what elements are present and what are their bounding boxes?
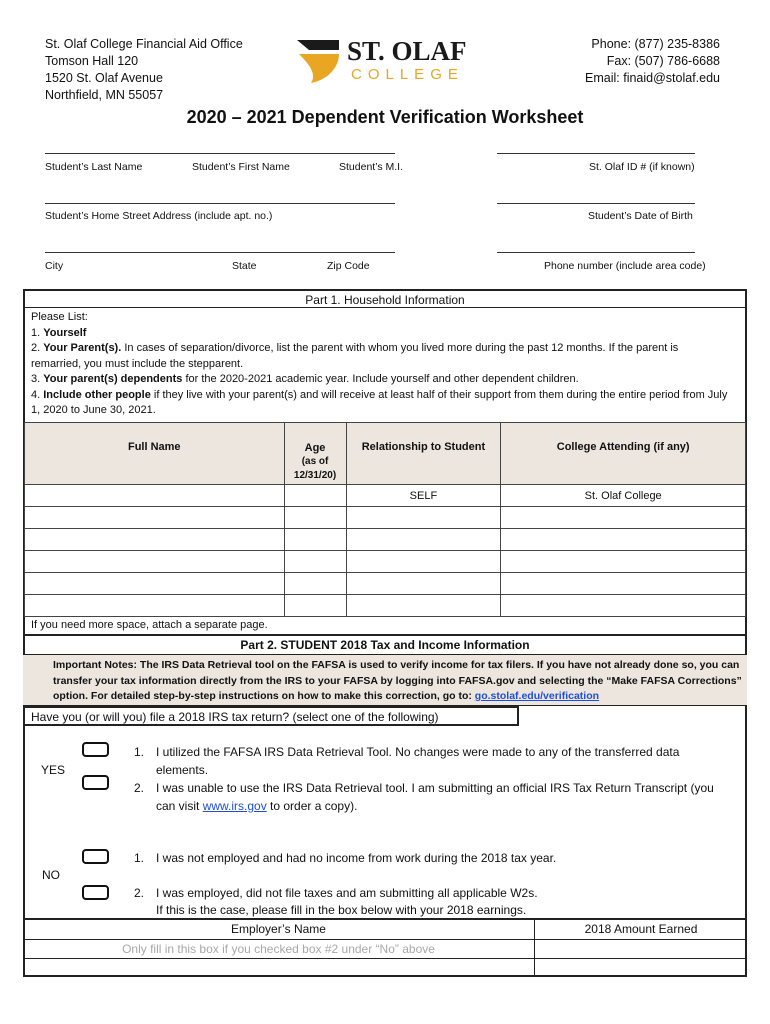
col-college: College Attending (if any) <box>501 423 746 485</box>
cell-age[interactable] <box>284 529 346 551</box>
col-age-sub: 12/31/20) <box>293 470 337 481</box>
no-option-2-text: I was employed, did not file taxes and am submitting all applicable W2s. <box>156 886 538 900</box>
office-line: 1520 St. Olaf Avenue <box>45 71 163 85</box>
part2-heading: Part 2. STUDENT 2018 Tax and Income Information <box>240 638 530 652</box>
notes-text: Important Notes: The IRS Data Retrieval tool on the FAFSA is used to verify income for tax filers. If you have not already done so, you can transfer your tax information directly from the IRS to your FAFSA by logging into FAFSA.gov and selecting the “Make FAFSA Corrections” option. For detailed step-by-step instructions on how to make this correction, go to: <box>53 659 742 702</box>
irs-link[interactable]: www.irs.gov <box>202 799 267 813</box>
office-line: Tomson Hall 120 <box>45 54 139 68</box>
logo-mark-icon <box>295 34 485 86</box>
cell-college[interactable] <box>501 595 746 617</box>
option-number: 2. <box>134 781 145 795</box>
cell-name[interactable] <box>25 573 285 595</box>
list-item <box>31 388 731 419</box>
table-row <box>25 507 746 529</box>
option-number: 2. <box>134 886 145 900</box>
yes-label: YES <box>41 763 66 777</box>
office-address <box>45 36 243 104</box>
yes-option-2 <box>134 779 724 815</box>
no-option-2-checkbox[interactable] <box>82 885 109 900</box>
cell-college[interactable]: St. Olaf College <box>501 485 746 507</box>
part1-heading: Part 1. Household Information <box>305 293 465 307</box>
cell-name[interactable] <box>25 551 285 573</box>
svg-text:ST. OLAF: ST. OLAF <box>347 36 467 66</box>
cell-age[interactable] <box>284 485 346 507</box>
dob-field-line[interactable] <box>497 203 695 204</box>
item-bold: Your Parent(s). <box>43 342 122 354</box>
page-title: 2020 – 2021 Dependent Verification Worksheet <box>186 107 584 127</box>
cell-relationship[interactable] <box>346 507 501 529</box>
item-text: In cases of separation/divorce, list the parent with whom you lived more during the past 12 months. If the parent is remarried, you must include the stepparent. <box>31 342 679 370</box>
option-number: 1. <box>134 745 145 759</box>
svg-text:COLLEGE: COLLEGE <box>351 66 464 83</box>
item-number: 2. <box>31 342 41 354</box>
no-option-2 <box>134 884 538 902</box>
no-option-2-note: If this is the case, please fill in the box below with your 2018 earnings. <box>156 903 527 917</box>
table-row <box>25 595 746 617</box>
cell-college[interactable] <box>501 529 746 551</box>
tax-return-question: Have you (or will you) file a 2018 IRS tax return? (select one of the following) <box>31 710 439 724</box>
verification-link[interactable]: go.stolaf.edu/verification <box>474 690 600 702</box>
yes-option-2-part: I was unable to use the IRS Data Retrieval tool. I am submitting an official IRS Tax Return Transcript (you can visit <box>156 781 714 813</box>
item-text: for the 2020-2021 academic year. Include yourself and other dependent children. <box>182 373 579 385</box>
household-table <box>24 422 746 617</box>
phone-field-line[interactable] <box>497 252 695 253</box>
address-label: Student’s Home Street Address (include apt. no.) <box>45 210 273 222</box>
city-field-line[interactable] <box>45 252 395 253</box>
table-row <box>25 485 746 507</box>
employer-row-rule <box>23 958 747 959</box>
item-number: 4. <box>31 388 41 401</box>
cell-age[interactable] <box>284 551 346 573</box>
no-option-1-checkbox[interactable] <box>82 849 109 864</box>
important-notes <box>53 658 743 705</box>
more-space-note: If you need more space, attach a separate page. <box>31 619 268 631</box>
cell-relationship[interactable] <box>346 573 501 595</box>
id-label: St. Olaf ID # (if known) <box>589 161 695 173</box>
name-field-line[interactable] <box>45 153 395 154</box>
cell-age[interactable] <box>284 507 346 529</box>
no-option-1 <box>134 849 556 867</box>
yes-option-2-checkbox[interactable] <box>82 775 109 790</box>
cell-relationship[interactable] <box>346 529 501 551</box>
table-row <box>25 551 746 573</box>
col-full-name: Full Name <box>25 423 285 485</box>
item-bold: Yourself <box>43 326 87 339</box>
yes-option-1-checkbox[interactable] <box>82 742 109 757</box>
cell-name[interactable] <box>25 507 285 529</box>
cell-age[interactable] <box>284 595 346 617</box>
yes-option-2-part: to order a copy). <box>266 799 358 813</box>
employer-header-rule <box>23 939 747 940</box>
list-item <box>31 326 731 342</box>
cell-relationship[interactable]: SELF <box>346 485 501 507</box>
city-label: City <box>45 260 64 272</box>
item-bold: Your parent(s) dependents <box>43 373 183 385</box>
mi-label: Student’s M.I. <box>339 161 404 173</box>
dob-label: Student’s Date of Birth <box>588 210 693 222</box>
no-option-1-text: I was not employed and had no income from work during the 2018 tax year. <box>156 851 557 865</box>
amount-earned-col: 2018 Amount Earned <box>584 922 698 936</box>
cell-name[interactable] <box>25 485 285 507</box>
contact-fax: Fax: (507) 786-6688 <box>606 54 720 68</box>
last-name-label: Student’s Last Name <box>45 161 143 173</box>
contact-email: Email: finaid@stolaf.edu <box>585 71 720 85</box>
cell-college[interactable] <box>501 507 746 529</box>
yes-option-1-text: I utilized the FAFSA IRS Data Retrieval Tool. No changes were made to any of the transferred data elements. <box>156 745 680 777</box>
please-list-label: Please List: <box>31 311 88 323</box>
office-line: Northfield, MN 55057 <box>45 88 164 102</box>
table-row <box>25 529 746 551</box>
office-line: St. Olaf College Financial Aid Office <box>45 37 243 51</box>
item-number: 1. <box>31 326 41 339</box>
state-label: State <box>232 260 257 272</box>
phone-label: Phone number (include area code) <box>544 260 706 272</box>
amount-earned-input[interactable] <box>535 941 747 958</box>
list-item <box>31 341 731 372</box>
employer-name-col: Employer’s Name <box>231 922 326 936</box>
item-number: 3. <box>31 373 41 385</box>
cell-college[interactable] <box>501 573 746 595</box>
yes-option-1 <box>134 743 724 779</box>
item-text: if they live with your parent(s) and will receive at least half of their support from them during the entire period from July 1, 2020 to June 30, 2021. <box>31 388 728 416</box>
option-number: 1. <box>134 851 145 865</box>
id-field-line[interactable] <box>497 153 695 154</box>
contact-info <box>585 36 720 87</box>
no-label: NO <box>42 868 60 882</box>
first-name-label: Student’s First Name <box>192 161 290 173</box>
cell-name[interactable] <box>25 595 285 617</box>
cell-name[interactable] <box>25 529 285 551</box>
list-item <box>31 372 731 388</box>
yes-option-2-text <box>156 779 718 815</box>
col-age-label: Age <box>304 442 326 454</box>
col-relationship: Relationship to Student <box>346 423 501 485</box>
address-field-line[interactable] <box>45 203 395 204</box>
zip-label: Zip Code <box>327 260 370 272</box>
st-olaf-logo <box>295 34 485 86</box>
item-bold: Include other people <box>43 388 151 401</box>
cell-relationship[interactable] <box>346 595 501 617</box>
table-row <box>25 573 746 595</box>
cell-college[interactable] <box>501 551 746 573</box>
cell-age[interactable] <box>284 573 346 595</box>
col-age <box>284 423 346 485</box>
col-age-sub: (as of <box>301 456 329 467</box>
contact-phone: Phone: (877) 235-8386 <box>591 37 720 51</box>
employer-name-input[interactable]: Only fill in this box if you checked box #2 under “No” above <box>122 942 435 956</box>
cell-relationship[interactable] <box>346 551 501 573</box>
part1-instructions <box>31 310 731 419</box>
